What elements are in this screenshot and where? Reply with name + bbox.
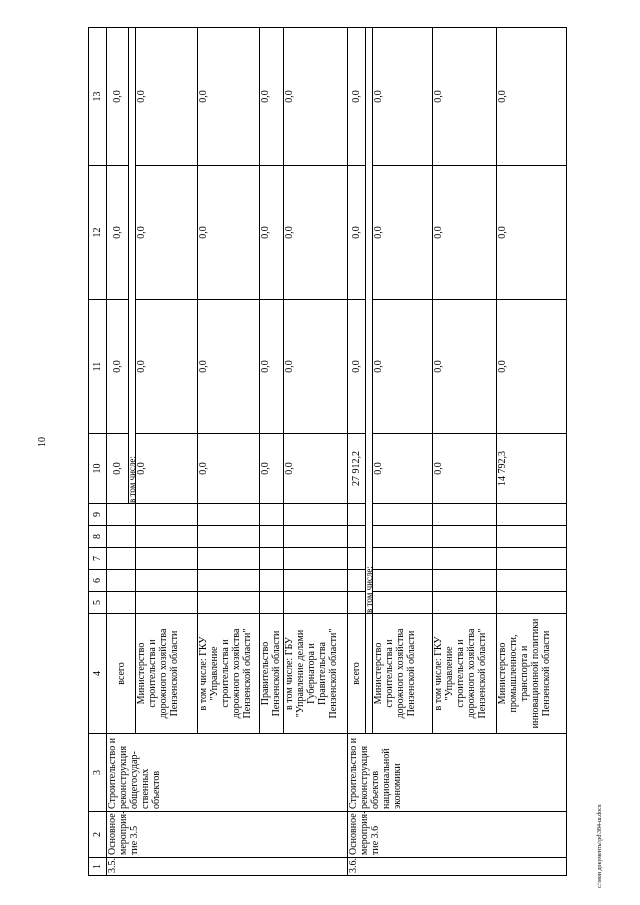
header-row (89, 28, 107, 876)
including-label: в том числе: (366, 28, 373, 614)
cell (284, 504, 348, 526)
cell (497, 592, 567, 614)
value-cell: 0,0 (284, 300, 348, 434)
cell (348, 570, 366, 592)
value-cell: 0,0 (373, 300, 433, 434)
row-label: Министерство строительства и дорожного хозяйства Пензенской области (136, 614, 198, 734)
value-cell: 0,0 (136, 166, 198, 300)
value-cell: 0,0 (348, 28, 366, 166)
row-label: в том числе: ГКУ "Управление строительства и дорожного хозяйства Пензенской области" (198, 614, 260, 734)
row-label: всего (107, 614, 136, 734)
cell (107, 526, 136, 548)
cell (497, 504, 567, 526)
cell (433, 592, 497, 614)
header-cell: 9 (89, 504, 107, 526)
event-type: Основное мероприя-тие 3.6 (348, 812, 567, 858)
value-cell: 0,0 (107, 166, 129, 300)
section-number: 3.5. (107, 858, 348, 876)
value-cell: 0,0 (136, 28, 198, 166)
value-cell: 0,0 (373, 166, 433, 300)
row-label: Правительство Пензенской области (260, 614, 284, 734)
cell (497, 548, 567, 570)
cell (373, 504, 433, 526)
page-number: 10 (37, 437, 48, 447)
value-cell: 27 912,2 (348, 434, 366, 504)
header-cell: 1 (89, 858, 107, 876)
value-cell: 0,0 (497, 166, 567, 300)
value-cell: 0,0 (348, 300, 366, 434)
row-label: Министерство промышленности, транспорта и инновационной политики Пензенской области (497, 614, 567, 734)
value-cell: 0,0 (284, 166, 348, 300)
cell (107, 548, 136, 570)
cell (136, 504, 198, 526)
cell (198, 570, 260, 592)
header-cell: 6 (89, 570, 107, 592)
value-cell: 0,0 (198, 300, 260, 434)
cell (136, 592, 198, 614)
budget-table (88, 27, 567, 876)
value-cell: 0,0 (260, 434, 284, 504)
cell (348, 526, 366, 548)
row-label: в том числе: ГКУ "Управление строительства и дорожного хозяйства Пензенской области" (433, 614, 497, 734)
value-cell: 0,0 (198, 434, 260, 504)
cell (366, 614, 373, 734)
value-cell: 0,0 (373, 28, 433, 166)
cell (198, 526, 260, 548)
header-cell: 10 (89, 434, 107, 504)
event-type: Основное мероприя-тие 3.5 (107, 812, 348, 858)
event-name: Строительство и реконструкция общегосудар-ственных объектов (107, 734, 348, 812)
value-cell: 0,0 (497, 28, 567, 166)
cell (348, 548, 366, 570)
cell (284, 592, 348, 614)
value-cell: 0,0 (198, 28, 260, 166)
value-cell: 0,0 (348, 166, 366, 300)
value-cell: 0,0 (433, 28, 497, 166)
cell (260, 504, 284, 526)
including-label: в том числе: (129, 28, 136, 504)
cell (284, 526, 348, 548)
value-cell: 0,0 (107, 300, 129, 434)
cell (107, 570, 136, 592)
cell (198, 504, 260, 526)
cell (373, 592, 433, 614)
row-label: в том числе: ГБУ "Управление делами Губернатора и Правительства Пензенской области" (284, 614, 348, 734)
value-cell: 0,0 (260, 300, 284, 434)
cell (348, 504, 366, 526)
cell (373, 526, 433, 548)
value-cell: 0,0 (107, 28, 129, 166)
row-label: Министерство строительства и дорожного хозяйства Пензенской области (373, 614, 433, 734)
value-cell: 0,0 (107, 434, 129, 504)
cell (198, 592, 260, 614)
cell (433, 526, 497, 548)
header-cell: 13 (89, 28, 107, 166)
value-cell: 0,0 (284, 28, 348, 166)
cell (107, 504, 136, 526)
cell (260, 570, 284, 592)
value-cell: 0,0 (433, 434, 497, 504)
header-cell: 4 (89, 614, 107, 734)
cell (433, 504, 497, 526)
value-cell: 0,0 (198, 166, 260, 300)
cell (433, 570, 497, 592)
header-cell: 12 (89, 166, 107, 300)
value-cell: 0,0 (497, 300, 567, 434)
rotated-table-container (88, 28, 578, 876)
value-cell: 0,0 (373, 434, 433, 504)
header-cell: 7 (89, 548, 107, 570)
value-cell: 0,0 (260, 166, 284, 300)
cell (497, 526, 567, 548)
value-cell: 0,0 (433, 166, 497, 300)
header-cell: 8 (89, 526, 107, 548)
cell (260, 526, 284, 548)
cell (136, 548, 198, 570)
value-cell: 0,0 (260, 28, 284, 166)
cell (348, 592, 366, 614)
value-cell: 0,0 (136, 300, 198, 434)
cell (497, 570, 567, 592)
cell (107, 592, 136, 614)
cell (198, 548, 260, 570)
cell (433, 548, 497, 570)
cell (284, 570, 348, 592)
cell (136, 526, 198, 548)
table-row (348, 28, 366, 876)
cell (373, 570, 433, 592)
section-number: 3.6. (348, 858, 567, 876)
cell (373, 548, 433, 570)
footer-file-path: c:\мои документы\pd\384-ш.docx (597, 804, 603, 888)
event-name: Строительство и реконструкция объектов национальной экономики (348, 734, 567, 812)
cell (260, 592, 284, 614)
cell (284, 548, 348, 570)
value-cell: 0,0 (433, 300, 497, 434)
value-cell: 14 792,3 (497, 434, 567, 504)
header-cell: 2 (89, 812, 107, 858)
table-row (107, 28, 129, 876)
value-cell: 0,0 (136, 434, 198, 504)
header-cell: 11 (89, 300, 107, 434)
header-cell: 5 (89, 592, 107, 614)
row-label: всего (348, 614, 366, 734)
cell (260, 548, 284, 570)
cell (136, 570, 198, 592)
header-cell: 3 (89, 734, 107, 812)
value-cell: 0,0 (284, 434, 348, 504)
